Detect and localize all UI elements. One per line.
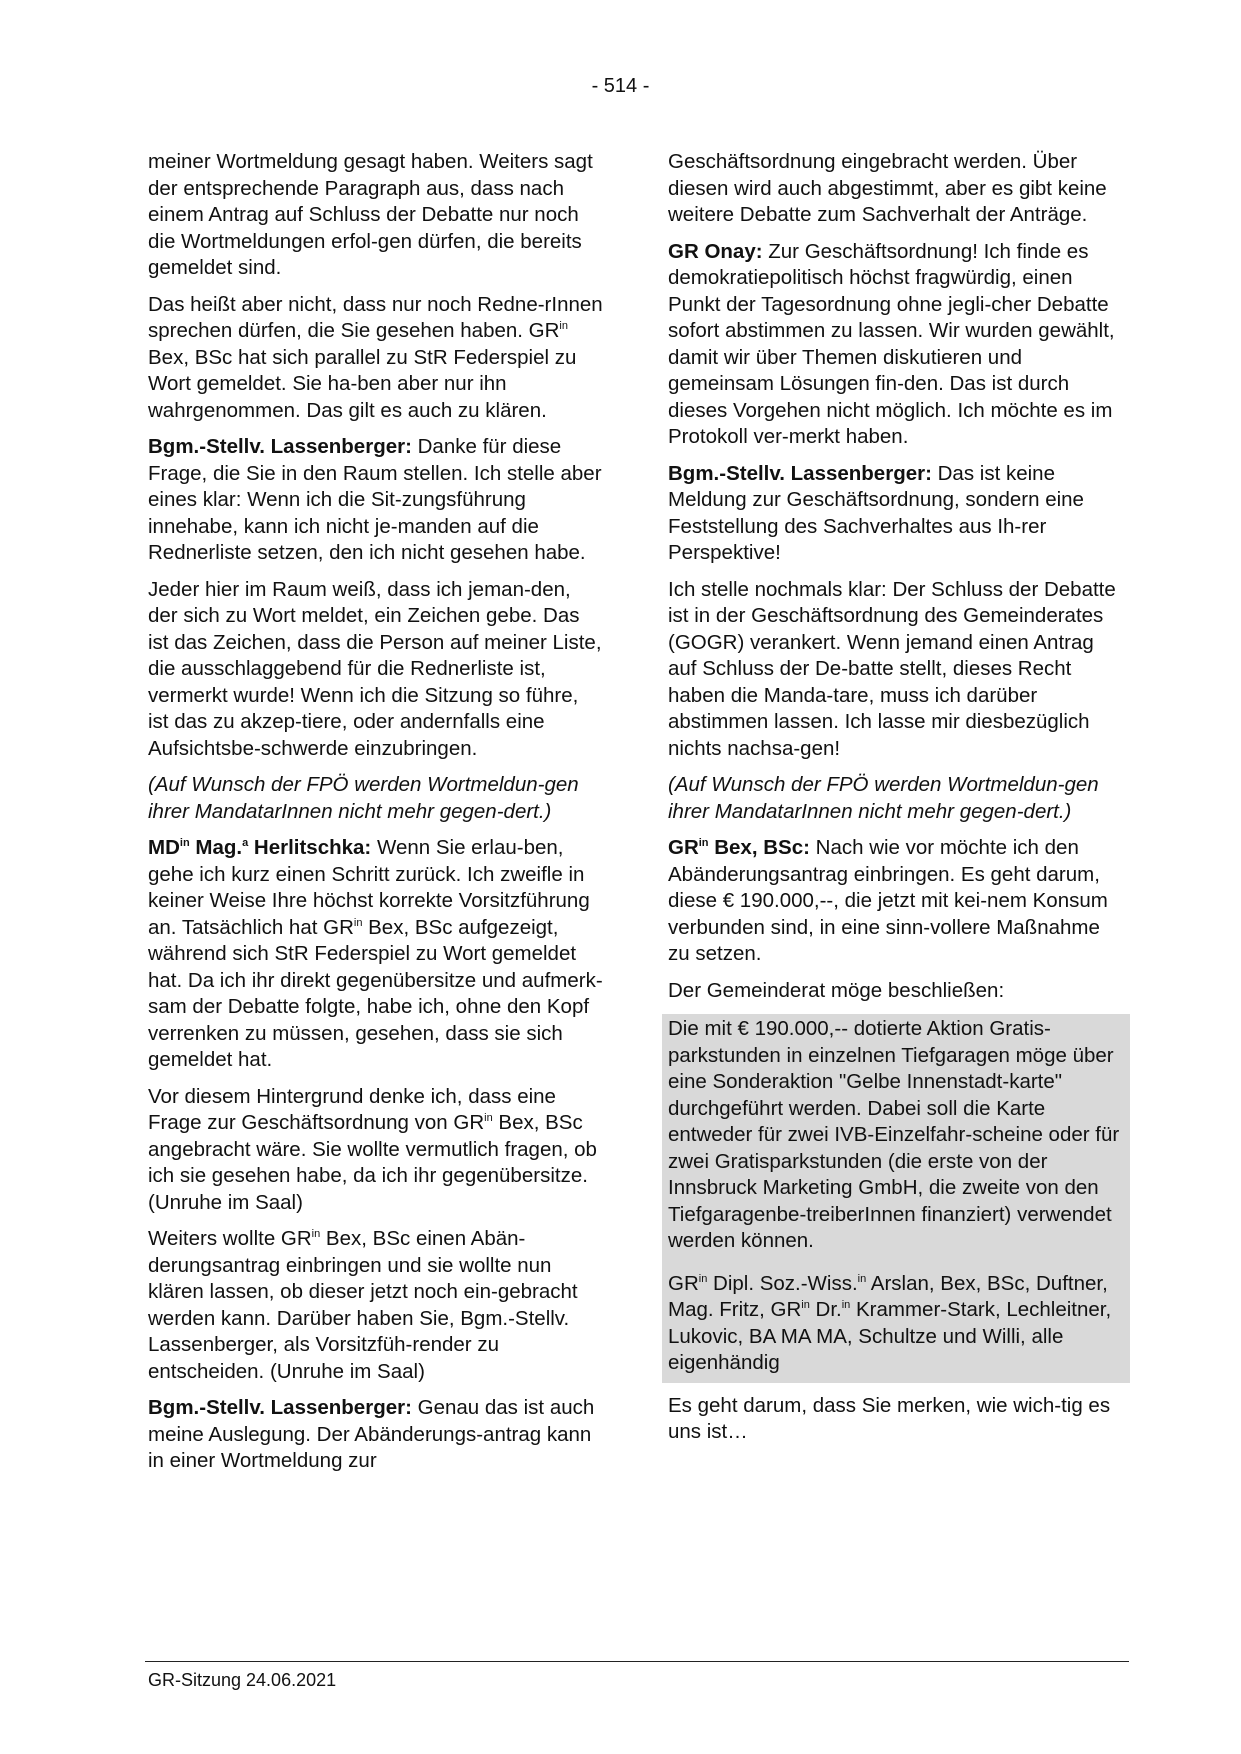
paragraph: Weiters wollte $GR^{in}$ Bex, BSc einen Abän-derungsantrag einbringen und sie wollte nun klären lassen, ob dieser jetzt noch ein-gebracht werden kann. Darüber haben Sie, Bgm.-Stellv. Lassenberger, als Vorsitzfüh-render zu entscheiden. (Unruhe im Saal)	[148, 1227, 578, 1383]
paragraph: Ich stelle nochmals klar: Der Schluss der Debatte ist in der Geschäftsordnung des Gemeinderates (GOGR) verankert. Wenn jemand einen Antrag auf Schluss der De-batte stellt, dieses Recht haben die Manda-tare, muss ich darüber abstimmen lassen. Ich lasse mir diesbezüglich nichts nachsa-gen!	[668, 577, 1116, 760]
motion-signers: $GR^{in}$ Dipl. Soz.-Wiss.$^{in}$ Arslan, Bex, BSc, Duftner, Mag. Fritz, $GR^{in}$ Dr.$^{in}$ Krammer-Stark, Lechleitner, Lukovic, BA MA MA, Schultze und Willi, alle eigenhändig	[662, 1259, 1130, 1383]
editorial-note: (Auf Wunsch der FPÖ werden Wortmeldun-gen ihrer MandatarInnen nicht mehr gegen-dert.)	[148, 773, 579, 823]
paragraph: Das heißt aber nicht, dass nur noch Redne-rInnen sprechen dürfen, die Sie gesehen haben. $GR^{in}$ Bex, BSc hat sich parallel zu StR Federspiel zu Wort gemeldet. Sie ha-ben aber nur ihn wahrgenommen. Das gilt es auch zu klären.	[148, 292, 603, 422]
paragraph: Geschäftsordnung eingebracht werden. Über diesen wird auch abgestimmt, aber es gibt keine weitere Debatte zum Sachverhalt der Anträge.	[668, 150, 1107, 226]
page-number: - 514 -	[591, 75, 650, 97]
left-column	[148, 149, 603, 1485]
footer-text: GR-Sitzung 24.06.2021	[148, 1670, 337, 1690]
speaker-paragraph: Bgm.-Stellv. Lassenberger: Das ist keine Meldung zur Geschäftsordnung, sondern eine Feststellung des Sachverhaltes aus Ih-rer Perspektive!	[668, 461, 1084, 564]
paragraph: Vor diesem Hintergrund denke ich, dass eine Frage zur Geschäftsordnung von $GR^{in}$ Bex, BSc angebracht wäre. Sie wollte vermutlich fragen, ob ich sie gesehen habe, da ich ihr gegenübersitze. (Unruhe im Saal)	[148, 1084, 597, 1214]
editorial-note: (Auf Wunsch der FPÖ werden Wortmeldun-gen ihrer MandatarInnen nicht mehr gegen-dert.)	[668, 773, 1099, 823]
speaker-name: $GR^{in}$ Bex, BSc:	[668, 836, 810, 859]
speaker-paragraph: Bgm.-Stellv. Lassenberger: Danke für diese Frage, die Sie in den Raum stellen. Ich stelle aber eines klar: Wenn ich die Sit-zungsführung innehabe, kann ich nicht je-manden auf die Rednerliste setzen, den ich nicht gesehen habe.	[148, 435, 602, 564]
right-column	[668, 149, 1124, 1456]
speaker-paragraph: $MD^{in}$ Mag.$^a$ Herlitschka: Wenn Sie erlau-ben, gehe ich kurz einen Schritt zurück. Ich zweifle in keiner Weise Ihre höchst korrekte Vorsitzführung an. Tatsächlich hat $GR^{in}$ Bex, BSc aufgezeigt, während sich StR Federspiel zu Wort gemeldet hat. Da ich ihr direkt gegenübersitze und aufmerk-sam der Debatte folgte, habe ich, ohne den Kopf verrenken zu müssen, gesehen, dass sie sich gemeldet hat.	[148, 836, 603, 1071]
speaker-paragraph: GR Onay: Zur Geschäftsordnung! Ich finde es demokratiepolitisch höchst fragwürdig, einen Punkt der Tagesordnung ohne jegli-cher Debatte sofort abstimmen zu lassen. Wir wurden gewählt, damit wir über Themen diskutieren und gemeinsam Lösungen fin-den. Das ist durch dieses Vorgehen nicht möglich. Ich möchte es im Protokoll ver-merkt haben.	[668, 239, 1115, 448]
paragraph: Der Gemeinderat möge beschließen:	[668, 978, 1005, 1002]
paragraph: meiner Wortmeldung gesagt haben. Weiters sagt der entsprechende Paragraph aus, dass nach einem Antrag auf Schluss der Debatte nur noch die Wortmeldungen erfol-gen dürfen, die bereits gemeldet sind.	[148, 150, 593, 279]
paragraph: Jeder hier im Raum weiß, dass ich jeman-den, der sich zu Wort meldet, ein Zeichen gebe. Das ist das Zeichen, dass die Person auf meiner Liste, die ausschlaggebend für die Rednerliste ist, vermerkt wurde! Wenn ich die Sitzung so führe, ist das zu akzep-tiere, oder andernfalls eine Aufsichtsbe-schwerde einzubringen.	[148, 577, 602, 760]
speaker-paragraph: $GR^{in}$ Bex, BSc: Nach wie vor möchte ich den Abänderungsantrag einbringen. Es geht darum, diese € 190.000,--, die jetzt mit kei-nem Konsum verbunden sind, in eine sinn-vollere Maßnahme zu setzen.	[668, 836, 1108, 965]
speaker-name: Bgm.-Stellv. Lassenberger:	[148, 1396, 412, 1419]
footer-rule	[145, 1661, 1129, 1662]
speaker-name: GR Onay:	[668, 239, 763, 263]
speaker-name: Bgm.-Stellv. Lassenberger:	[148, 435, 412, 458]
motion-text: Die mit € 190.000,-- dotierte Aktion Gratis-parkstunden in einzelnen Tiefgaragen möge über eine Sonderaktion "Gelbe Innenstadt-karte" durchgeführt werden. Dabei soll die Karte entweder für zwei IVB-Einzelfahr-scheine oder für zwei Gratisparkstunden (die erste von der Innsbruck Marketing GmbH, die zweite von den Tiefgaragenbe-treiberInnen finanziert) verwendet werden können.	[662, 1014, 1130, 1259]
paragraph: Es geht darum, dass Sie merken, wie wich-tig es uns ist…	[668, 1393, 1111, 1443]
speaker-name: Bgm.-Stellv. Lassenberger:	[668, 461, 932, 485]
speaker-paragraph: Bgm.-Stellv. Lassenberger: Genau das ist auch meine Auslegung. Der Abänderungs-antrag kann in einer Wortmeldung zur	[148, 1396, 595, 1472]
speaker-name: $MD^{in}$ Mag.$^a$ Herlitschka:	[148, 836, 372, 859]
